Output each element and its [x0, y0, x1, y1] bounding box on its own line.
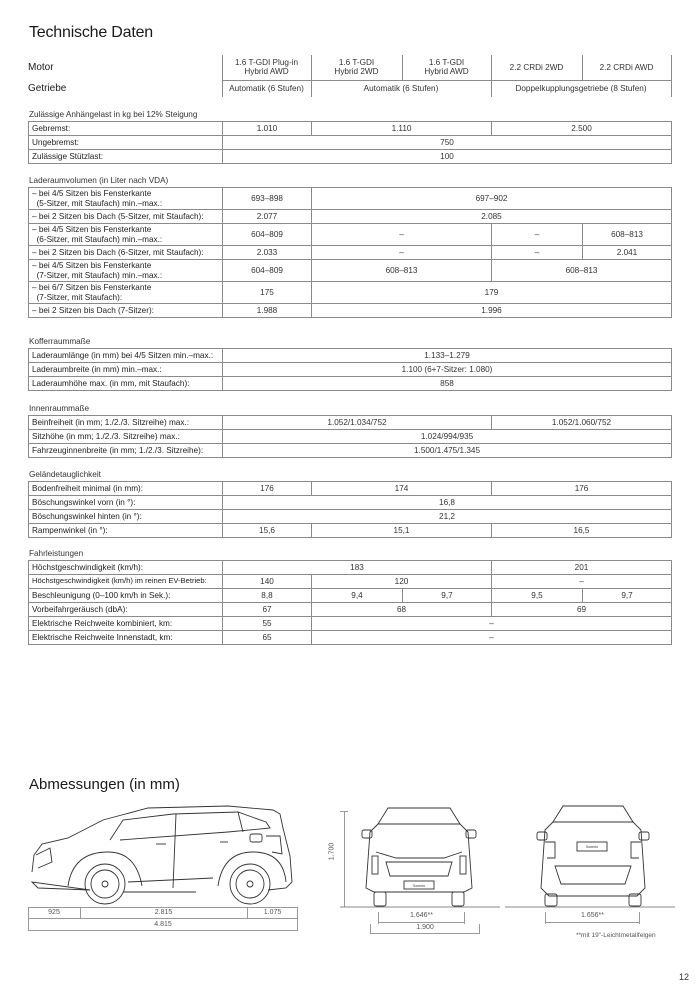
track-front: 1.646**	[410, 912, 433, 919]
table-row: Vorbeifahrgeräusch (dbA): 67 68 69	[29, 603, 672, 617]
gelaende-table	[28, 481, 672, 538]
car-rear-view-icon	[505, 800, 675, 910]
table-row: – bei 4/5 Sitzen bis Fensterkante (7-Sitzer, mit Staufach) min.–max.: 604–809 608–813 608–813	[29, 260, 672, 282]
table-row: Elektrische Reichweite kombiniert, km: 55 –	[29, 617, 672, 631]
table-row: – bei 4/5 Sitzen bis Fensterkante (6-Sitzer, mit Staufach) min.–max.: 604–809 – – 608–813	[29, 224, 672, 246]
fahrleistungen-table	[28, 560, 672, 645]
dimensions-title: Abmessungen (in mm)	[29, 776, 180, 793]
table-row: – bei 4/5 Sitzen bis Fensterkante (5-Sitzer, mit Staufach) min.–max.: 693–898 697–902	[29, 188, 672, 210]
engine-col-1: 1.6 T-GDI Plug-in Hybrid AWD	[222, 55, 311, 80]
wheelbase: 2.815	[154, 909, 173, 916]
footnote: **mit 19"-Leichtmetallfelgen	[576, 932, 656, 939]
overall-width: 1.900	[416, 924, 434, 931]
table-row: Rampenwinkel (in °): 15,6 15,1 16,5	[29, 524, 672, 538]
section-title-laderaum: Laderaumvolumen (in Liter nach VDA)	[29, 176, 169, 185]
table-row: Fahrzeuginnenbreite (in mm; 1./2./3. Sitzreihe): 1.500/1.475/1.345	[29, 444, 672, 458]
table-row: – bei 6/7 Sitzen bis Fensterkante (7-Sitzer, mit Staufach): 175 179	[29, 282, 672, 304]
engine-col-5: 2.2 CRDi AWD	[582, 55, 671, 80]
table-row: Ungebremst: 750	[29, 136, 672, 150]
transmission-1: Automatik (6 Stufen)	[222, 80, 311, 97]
car-side-view-icon	[28, 800, 298, 910]
engine-header-table	[28, 55, 672, 97]
table-row: Beschleunigung (0–100 km/h in Sek.): 8,8 9,4 9,7 9,5 9,7	[29, 589, 672, 603]
table-row: Laderaumlänge (in mm) bei 4/5 Sitzen min.–max.: 1.133–1.279	[29, 349, 672, 363]
table-row: Zulässige Stützlast: 100	[29, 150, 672, 164]
section-title-fahrleistungen: Fahrleistungen	[29, 549, 84, 558]
motor-label: Motor	[28, 61, 54, 73]
table-row: – bei 2 Sitzen bis Dach (5-Sitzer, mit Staufach): 2.077 2.085	[29, 210, 672, 224]
section-title-innenraum: Innenraummaße	[29, 404, 90, 413]
table-row: Beinfreiheit (in mm; 1./2./3. Sitzreihe) max.: 1.052/1.034/752 1.052/1.060/752	[29, 416, 672, 430]
engine-col-3: 1.6 T-GDI Hybrid AWD	[402, 55, 491, 80]
table-row: Laderaumbreite (in mm) min.–max.: 1.100 (6+7-Sitzer: 1.080)	[29, 363, 672, 377]
car-front-view-icon	[340, 800, 500, 910]
svg-text:Sorento: Sorento	[585, 845, 599, 849]
table-row: – bei 2 Sitzen bis Dach (6-Sitzer, mit Staufach): 2.033 – – 2.041	[29, 246, 672, 260]
table-row: Böschungswinkel hinten (in °): 21,2	[29, 510, 672, 524]
table-row: Höchstgeschwindigkeit (km/h) im reinen EV-Betrieb: 140 120 –	[29, 575, 672, 589]
engine-col-2: 1.6 T-GDI Hybrid 2WD	[311, 55, 402, 80]
table-row: Laderaumhöhe max. (in mm, mit Staufach): 858	[29, 377, 672, 391]
svg-text:Sorento: Sorento	[412, 884, 426, 888]
transmission-2: Automatik (6 Stufen)	[311, 80, 491, 97]
page-number: 12	[679, 972, 690, 982]
table-row: Böschungswinkel vorn (in °): 16,8	[29, 496, 672, 510]
rear-overhang: 1.075	[263, 909, 282, 916]
section-title-kofferraum: Kofferraummaße	[29, 337, 91, 346]
anhaengelast-table	[28, 121, 672, 164]
table-row: Elektrische Reichweite Innenstadt, km: 65 –	[29, 631, 672, 645]
engine-col-4: 2.2 CRDi 2WD	[491, 55, 582, 80]
laderaum-table	[28, 187, 672, 318]
table-row: – bei 2 Sitzen bis Dach (7-Sitzer): 1.988 1.996	[29, 304, 672, 318]
kofferraum-table	[28, 348, 672, 391]
page-title: Technische Daten	[29, 24, 153, 41]
section-title-anhaengelast: Zulässige Anhängelast in kg bei 12% Steigung	[29, 110, 198, 119]
overall-height: 1.700	[328, 842, 336, 861]
front-overhang: 925	[48, 909, 60, 916]
table-row: Sitzhöhe (in mm; 1./2./3. Sitzreihe) max.: 1.024/994/935	[29, 430, 672, 444]
table-row: Gebremst: 1.010 1.110 2.500	[29, 122, 672, 136]
getriebe-label: Getriebe	[28, 82, 67, 94]
overall-length: 4.815	[154, 921, 172, 928]
track-rear: 1.656**	[581, 912, 604, 919]
section-title-gelaende: Geländetauglichkeit	[29, 470, 101, 479]
innenraum-table	[28, 415, 672, 458]
transmission-3: Doppelkupplungsgetriebe (8 Stufen)	[491, 80, 671, 97]
table-row: Höchstgeschwindigkeit (km/h): 183 201	[29, 561, 672, 575]
table-row: Bodenfreiheit minimal (in mm): 176 174 176	[29, 482, 672, 496]
